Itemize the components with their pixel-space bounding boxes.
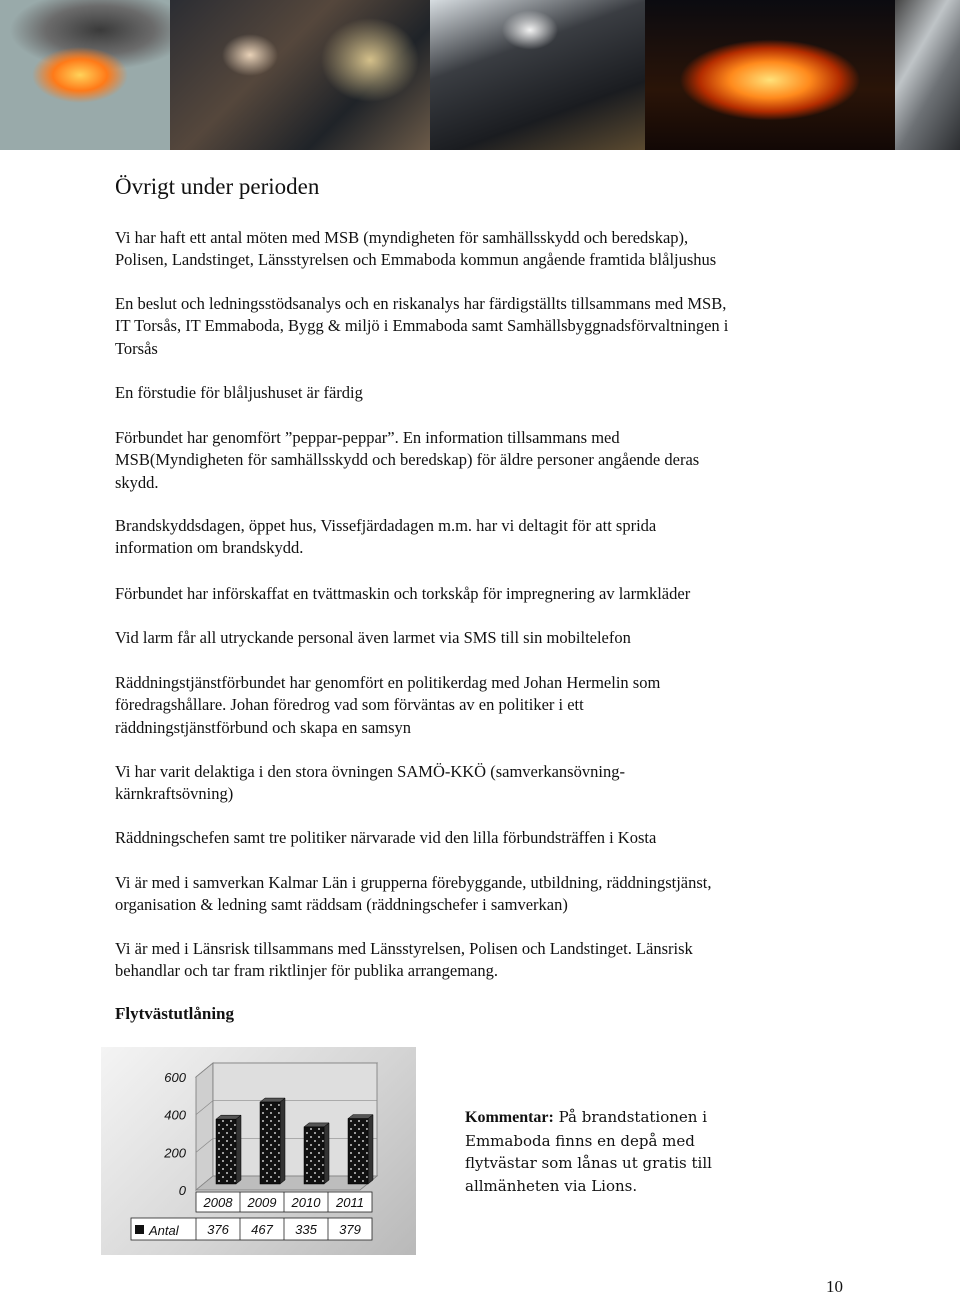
bar	[260, 1102, 280, 1184]
bar	[348, 1119, 368, 1184]
x-category-label: 2008	[203, 1195, 233, 1210]
table-value: 335	[295, 1222, 317, 1237]
chart-data-table	[131, 1192, 372, 1240]
paragraph-sms-alarm: Vid larm får all utryckande personal även larmet via SMS till sin mobiltelefon	[115, 628, 631, 647]
paragraph-analysis: En beslut och ledningsstödsanalys och en riskanalys har färdigställts tillsammans med MSB, IT Torsås, IT Emmaboda, Bygg & miljö i Emmaboda samt Samhällsbyggnadsförvaltningen i Torsås	[115, 294, 729, 358]
comment-label: Kommentar:	[465, 1109, 554, 1126]
x-category-label: 2011	[336, 1195, 364, 1210]
paragraph-fire-safety-day: Brandskyddsdagen, öppet hus, Vissefjärdadagen m.m. har vi deltagit för att sprida information om brandskydd.	[115, 516, 657, 558]
chart-comment: Kommentar: På brandstationen i Emmaboda finns en depå med flytvästar som lånas ut gratis till allmänheten via Lions.	[465, 1108, 712, 1195]
y-tick-label: 0	[178, 1183, 186, 1198]
y-tick-label: 600	[164, 1070, 186, 1085]
paragraph-exercise: Vi har varit delaktiga i den stora övningen SAMÖ-KKÖ (samverkansövning- kärnkraftsövning)	[115, 762, 625, 804]
life-jacket-chart	[101, 1047, 416, 1255]
paragraph-politician-day: Räddningstjänstförbundet har genomfört en politikerdag med Johan Hermelin som föredragshållare. Johan föredrog vad som förväntas av en politiker i ett räddningstjänstförbund och skapa en samsyn	[115, 673, 661, 737]
x-category-label: 2009	[247, 1195, 277, 1210]
bar-side	[324, 1123, 329, 1184]
paragraph-prestudy: En förstudie för blåljushuset är färdig	[115, 383, 363, 402]
photo-banner	[0, 0, 960, 150]
bar-side	[280, 1098, 285, 1184]
page-number: 10	[826, 1277, 843, 1296]
subheading-life-jackets: Flytvästutlåning	[115, 1004, 235, 1023]
table-value: 376	[207, 1222, 229, 1237]
legend-swatch	[135, 1225, 144, 1234]
table-value: 379	[339, 1222, 361, 1237]
y-tick-label: 200	[164, 1145, 186, 1161]
table-value: 467	[251, 1222, 273, 1237]
chart-svg	[101, 1047, 416, 1255]
photo-firefighter-helmet	[430, 0, 645, 150]
bar	[216, 1119, 236, 1184]
photo-car-wreck	[895, 0, 960, 150]
paragraph-cooperation: Vi är med i samverkan Kalmar Län i grupperna förebyggande, utbildning, räddningstjänst, organisation & ledning samt räddsam (räddningschefer i samverkan)	[115, 873, 712, 915]
photo-firefighters-rescue	[170, 0, 430, 150]
chart-y-tick-labels	[163, 1070, 186, 1198]
bar-side	[236, 1115, 241, 1184]
paragraph-meetings: Vi har haft ett antal möten med MSB (myndigheten för samhällsskydd och beredskap), Polisen, Landstinget, Länsstyrelsen och Emmaboda kommun angående framtida blåljushus	[115, 228, 717, 270]
y-tick-label: 400	[164, 1107, 186, 1123]
photo-burning-building	[645, 0, 895, 150]
photo-burning-vehicle	[0, 0, 170, 150]
paragraph-kosta-meeting: Räddningschefen samt tre politiker närvarade vid den lilla förbundsträffen i Kosta	[115, 828, 657, 847]
bar	[304, 1127, 324, 1184]
bar-side	[368, 1115, 373, 1184]
paragraph-washing-machine: Förbundet har införskaffat en tvättmaskin och torkskåp för impregnering av larmkläder	[115, 584, 691, 603]
paragraph-peppar: Förbundet har genomfört ”peppar-peppar”. En information tillsammans med MSB(Myndigheten för samhällsskydd och beredskap) för äldre personer angående deras skydd.	[115, 428, 700, 492]
x-category-label: 2010	[291, 1195, 321, 1210]
legend-label: Antal	[149, 1223, 179, 1238]
paragraph-lansrisk: Vi är med i Länsrisk tillsammans med Länsstyrelsen, Polisen och Landstinget. Länsrisk behandlar och tar fram riktlinjer för publika arrangemang.	[115, 939, 693, 981]
chart-side-wall	[196, 1063, 213, 1190]
section-heading: Övrigt under perioden	[115, 174, 320, 199]
